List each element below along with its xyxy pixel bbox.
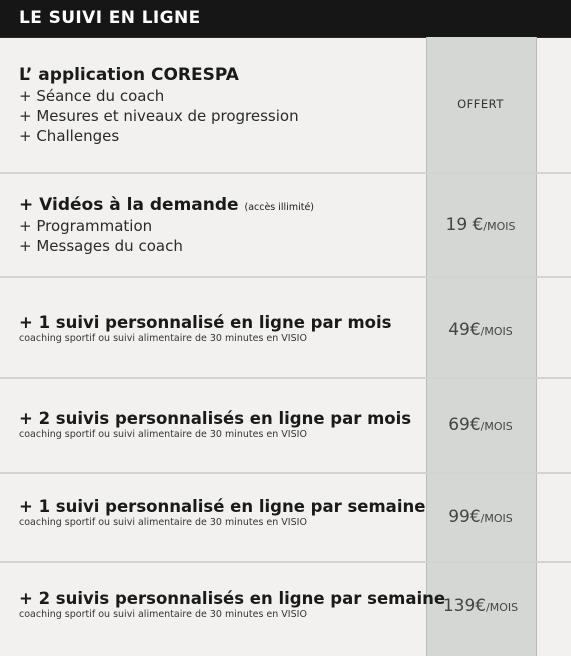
offer-price: OFFERT [457,97,504,111]
offer-subtitle: coaching sportif ou suivi alimentaire de 30 minutes en VISIO [19,429,307,440]
price-amount: 99€ [448,507,481,527]
price-amount: 49€ [448,320,481,340]
row-divider [0,377,571,379]
offer-price [426,507,535,527]
offer-title: L’ application CORESPA [19,65,239,85]
offer-price [426,596,535,616]
offer-title: + 1 suivi personnalisé en ligne par semaine [19,497,426,516]
row-divider [0,472,571,474]
price-unit: /MOIS [480,512,513,525]
price-unit: /MOIS [480,325,513,338]
price-unit: /MOIS [486,601,519,614]
price-unit: /MOIS [483,220,516,233]
offer-title: + 1 suivi personnalisé en ligne par mois [19,313,392,332]
offer-subtitle: coaching sportif ou suivi alimentaire de 30 minutes en VISIO [19,609,307,620]
offer-feature: + Séance du coach [19,87,165,105]
price-unit: /MOIS [480,420,513,433]
price-amount: 19 € [445,215,484,235]
offer-subtitle: coaching sportif ou suivi alimentaire de 30 minutes en VISIO [19,517,307,528]
offer-description [19,409,411,440]
offer-description [19,497,425,528]
offer-price [426,415,535,435]
offer-description [19,195,314,256]
offer-description [19,313,391,344]
offer-price [426,320,535,340]
offer-title-note: (accès illimité) [244,202,314,213]
offer-title [19,195,314,215]
offer-description [19,65,299,146]
offer-feature: + Mesures et niveaux de progression [19,107,299,125]
offer-feature: + Programmation [19,217,153,235]
price-column [426,37,537,656]
row-divider [0,172,571,174]
offer-title: + 2 suivis personnalisés en ligne par mois [19,409,412,428]
offer-title: + 2 suivis personnalisés en ligne par semaine [19,589,446,608]
section-title: LE SUIVI EN LIGNE [19,8,201,28]
row-divider [0,561,571,563]
row-divider [0,276,571,278]
offer-title-text: + Vidéos à la demande [19,195,239,215]
offer-feature: + Messages du coach [19,237,183,255]
price-amount: 139€ [442,596,487,616]
offer-description [19,589,445,620]
offer-feature: + Challenges [19,127,120,145]
section-header [0,0,571,38]
price-amount: 69€ [448,415,481,435]
offer-subtitle: coaching sportif ou suivi alimentaire de 30 minutes en VISIO [19,333,307,344]
offer-price [426,215,535,235]
